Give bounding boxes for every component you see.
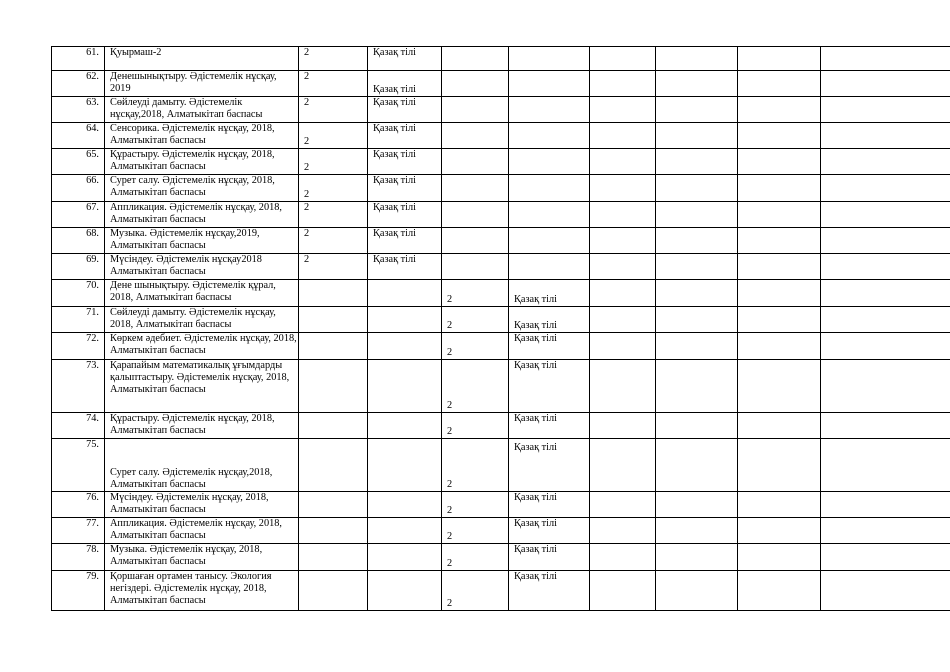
language-cell: Қазақ тілі	[368, 228, 442, 254]
language-cell	[368, 360, 442, 413]
quantity-cell-2: 2	[442, 571, 509, 611]
quantity-cell: 2	[299, 202, 368, 228]
quantity-cell: 2	[299, 254, 368, 280]
empty-cell	[738, 413, 821, 439]
table-row	[52, 280, 950, 307]
empty-cell	[738, 123, 821, 149]
row-number: 62.	[52, 71, 105, 97]
row-number: 63.	[52, 97, 105, 123]
language-cell-2: Қазақ тілі	[509, 492, 590, 518]
quantity-cell-2: 2	[442, 518, 509, 544]
language-cell: Қазақ тілі	[368, 202, 442, 228]
table-row	[52, 175, 950, 202]
quantity-cell	[299, 571, 368, 611]
empty-cell	[590, 97, 656, 123]
quantity-cell-2	[442, 149, 509, 175]
language-cell-2: Қазақ тілі	[509, 439, 590, 492]
language-cell	[368, 280, 442, 307]
book-title: Сенсорика. Әдістемелік нұсқау, 2018, Алматыкітап баспасы	[105, 123, 299, 149]
empty-cell	[821, 439, 950, 492]
row-number: 73.	[52, 360, 105, 413]
empty-cell	[738, 544, 821, 571]
empty-cell	[821, 544, 950, 571]
quantity-cell-2: 2	[442, 413, 509, 439]
empty-cell	[738, 47, 821, 71]
row-number: 61.	[52, 47, 105, 71]
row-number: 72.	[52, 333, 105, 360]
empty-cell	[656, 439, 738, 492]
book-title: Сурет салу. Әдістемелік нұсқау,2018, Алматыкітап баспасы	[105, 439, 299, 492]
empty-cell	[656, 202, 738, 228]
empty-cell	[656, 360, 738, 413]
book-title: Қарапайым математикалық ұғымдарды қалыптастыру. Әдістемелік нұсқау, 2018, Алматыкітап баспасы	[105, 360, 299, 413]
book-title: Құрастыру. Әдістемелік нұсқау, 2018, Алматыкітап баспасы	[105, 149, 299, 175]
table-row	[52, 71, 950, 97]
empty-cell	[590, 123, 656, 149]
book-title: Дене шынықтыру. Әдістемелік құрал, 2018, Алматыкітап баспасы	[105, 280, 299, 307]
language-cell-2: Қазақ тілі	[509, 518, 590, 544]
empty-cell	[821, 280, 950, 307]
book-title: Аппликация. Әдістемелік нұсқау, 2018, Алматыкітап баспасы	[105, 202, 299, 228]
empty-cell	[738, 71, 821, 97]
language-cell	[368, 333, 442, 360]
row-number: 75.	[52, 439, 105, 492]
empty-cell	[821, 123, 950, 149]
inventory-table	[51, 46, 950, 611]
empty-cell	[590, 439, 656, 492]
book-title: Аппликация. Әдістемелік нұсқау, 2018, Алматыкітап баспасы	[105, 518, 299, 544]
empty-cell	[656, 97, 738, 123]
row-number: 65.	[52, 149, 105, 175]
empty-cell	[590, 228, 656, 254]
book-title: Денешынықтыру. Әдістемелік нұсқау, 2019	[105, 71, 299, 97]
language-cell	[368, 492, 442, 518]
row-number: 74.	[52, 413, 105, 439]
empty-cell	[821, 228, 950, 254]
empty-cell	[656, 254, 738, 280]
quantity-cell-2: 2	[442, 439, 509, 492]
empty-cell	[656, 123, 738, 149]
empty-cell	[656, 492, 738, 518]
empty-cell	[590, 280, 656, 307]
language-cell-2	[509, 123, 590, 149]
quantity-cell: 2	[299, 47, 368, 71]
quantity-cell: 2	[299, 175, 368, 202]
language-cell-2: Қазақ тілі	[509, 333, 590, 360]
quantity-cell-2	[442, 228, 509, 254]
empty-cell	[738, 254, 821, 280]
language-cell: Қазақ тілі	[368, 71, 442, 97]
empty-cell	[821, 254, 950, 280]
language-cell	[368, 544, 442, 571]
language-cell-2: Қазақ тілі	[509, 360, 590, 413]
language-cell: Қазақ тілі	[368, 175, 442, 202]
language-cell-2	[509, 97, 590, 123]
language-cell-2: Қазақ тілі	[509, 544, 590, 571]
language-cell-2	[509, 47, 590, 71]
language-cell: Қазақ тілі	[368, 149, 442, 175]
empty-cell	[738, 333, 821, 360]
empty-cell	[656, 571, 738, 611]
empty-cell	[656, 544, 738, 571]
empty-cell	[590, 571, 656, 611]
empty-cell	[656, 149, 738, 175]
empty-cell	[738, 307, 821, 333]
empty-cell	[590, 175, 656, 202]
quantity-cell-2: 2	[442, 544, 509, 571]
table-row	[52, 97, 950, 123]
quantity-cell: 2	[299, 97, 368, 123]
language-cell-2	[509, 175, 590, 202]
empty-cell	[821, 149, 950, 175]
book-title: Музыка. Әдістемелік нұсқау, 2018, Алматыкітап баспасы	[105, 544, 299, 571]
table-row	[52, 571, 950, 611]
quantity-cell	[299, 439, 368, 492]
empty-cell	[821, 413, 950, 439]
empty-cell	[821, 492, 950, 518]
empty-cell	[590, 333, 656, 360]
row-number: 77.	[52, 518, 105, 544]
empty-cell	[590, 202, 656, 228]
quantity-cell	[299, 333, 368, 360]
empty-cell	[821, 71, 950, 97]
table-row	[52, 228, 950, 254]
empty-cell	[590, 307, 656, 333]
empty-cell	[656, 518, 738, 544]
empty-cell	[738, 175, 821, 202]
language-cell: Қазақ тілі	[368, 97, 442, 123]
table-row	[52, 333, 950, 360]
quantity-cell: 2	[299, 71, 368, 97]
language-cell-2	[509, 71, 590, 97]
quantity-cell-2: 2	[442, 333, 509, 360]
language-cell	[368, 518, 442, 544]
table-row	[52, 149, 950, 175]
empty-cell	[821, 202, 950, 228]
row-number: 66.	[52, 175, 105, 202]
quantity-cell-2	[442, 175, 509, 202]
language-cell-2: Қазақ тілі	[509, 307, 590, 333]
empty-cell	[656, 228, 738, 254]
quantity-cell-2	[442, 47, 509, 71]
table-row	[52, 123, 950, 149]
table-row	[52, 254, 950, 280]
quantity-cell	[299, 280, 368, 307]
empty-cell	[821, 571, 950, 611]
language-cell: Қазақ тілі	[368, 254, 442, 280]
language-cell-2: Қазақ тілі	[509, 413, 590, 439]
empty-cell	[590, 518, 656, 544]
empty-cell	[821, 518, 950, 544]
empty-cell	[821, 307, 950, 333]
empty-cell	[590, 149, 656, 175]
row-number: 70.	[52, 280, 105, 307]
book-title: Мүсіндеу. Әдістемелік нұсқау2018 Алматыкітап баспасы	[105, 254, 299, 280]
language-cell-2: Қазақ тілі	[509, 280, 590, 307]
quantity-cell: 2	[299, 149, 368, 175]
table-row	[52, 439, 950, 492]
row-number: 67.	[52, 202, 105, 228]
empty-cell	[590, 254, 656, 280]
language-cell	[368, 307, 442, 333]
row-number: 78.	[52, 544, 105, 571]
row-number: 69.	[52, 254, 105, 280]
empty-cell	[738, 280, 821, 307]
empty-cell	[821, 360, 950, 413]
language-cell	[368, 413, 442, 439]
book-title: Қуырмаш-2	[105, 47, 299, 71]
quantity-cell	[299, 360, 368, 413]
book-title: Көркем әдебиет. Әдістемелік нұсқау, 2018, Алматыкітап баспасы	[105, 333, 299, 360]
book-title: Қоршаған ортамен танысу. Экология негіздері. Әдістемелік нұсқау, 2018, Алматыкітап баспасы	[105, 571, 299, 611]
language-cell: Қазақ тілі	[368, 123, 442, 149]
quantity-cell-2: 2	[442, 492, 509, 518]
empty-cell	[738, 202, 821, 228]
empty-cell	[738, 492, 821, 518]
language-cell-2: Қазақ тілі	[509, 571, 590, 611]
empty-cell	[656, 333, 738, 360]
empty-cell	[821, 97, 950, 123]
empty-cell	[738, 149, 821, 175]
table-row	[52, 544, 950, 571]
empty-cell	[656, 71, 738, 97]
book-title: Сөйлеуді дамыту. Әдістемелік нұсқау, 2018, Алматыкітап баспасы	[105, 307, 299, 333]
empty-cell	[590, 413, 656, 439]
empty-cell	[738, 228, 821, 254]
empty-cell	[738, 97, 821, 123]
book-title: Сурет салу. Әдістемелік нұсқау, 2018, Алматыкітап баспасы	[105, 175, 299, 202]
language-cell-2	[509, 202, 590, 228]
table-row	[52, 413, 950, 439]
row-number: 68.	[52, 228, 105, 254]
quantity-cell	[299, 492, 368, 518]
empty-cell	[656, 413, 738, 439]
empty-cell	[738, 439, 821, 492]
language-cell-2	[509, 254, 590, 280]
quantity-cell	[299, 413, 368, 439]
quantity-cell-2	[442, 71, 509, 97]
row-number: 79.	[52, 571, 105, 611]
empty-cell	[656, 307, 738, 333]
empty-cell	[590, 360, 656, 413]
language-cell: Қазақ тілі	[368, 47, 442, 71]
table-row	[52, 492, 950, 518]
empty-cell	[738, 360, 821, 413]
quantity-cell-2	[442, 123, 509, 149]
row-number: 76.	[52, 492, 105, 518]
language-cell-2	[509, 149, 590, 175]
empty-cell	[590, 71, 656, 97]
empty-cell	[738, 518, 821, 544]
book-title: Құрастыру. Әдістемелік нұсқау, 2018, Алматыкітап баспасы	[105, 413, 299, 439]
quantity-cell	[299, 518, 368, 544]
empty-cell	[590, 47, 656, 71]
quantity-cell-2	[442, 202, 509, 228]
empty-cell	[821, 333, 950, 360]
empty-cell	[590, 492, 656, 518]
empty-cell	[656, 280, 738, 307]
empty-cell	[590, 544, 656, 571]
quantity-cell-2	[442, 97, 509, 123]
quantity-cell-2: 2	[442, 360, 509, 413]
language-cell-2	[509, 228, 590, 254]
language-cell	[368, 571, 442, 611]
quantity-cell	[299, 307, 368, 333]
table-row	[52, 202, 950, 228]
table-row	[52, 518, 950, 544]
quantity-cell: 2	[299, 228, 368, 254]
book-title: Музыка. Әдістемелік нұсқау,2019, Алматыкітап баспасы	[105, 228, 299, 254]
book-title: Мүсіндеу. Әдістемелік нұсқау, 2018, Алматыкітап баспасы	[105, 492, 299, 518]
empty-cell	[821, 175, 950, 202]
quantity-cell: 2	[299, 123, 368, 149]
table-row	[52, 47, 950, 71]
language-cell	[368, 439, 442, 492]
quantity-cell	[299, 544, 368, 571]
row-number: 64.	[52, 123, 105, 149]
empty-cell	[656, 47, 738, 71]
empty-cell	[656, 175, 738, 202]
table-row	[52, 307, 950, 333]
book-title: Сөйлеуді дамыту. Әдістемелік нұсқау,2018, Алматыкітап баспасы	[105, 97, 299, 123]
table-row	[52, 360, 950, 413]
empty-cell	[821, 47, 950, 71]
quantity-cell-2	[442, 254, 509, 280]
quantity-cell-2: 2	[442, 307, 509, 333]
row-number: 71.	[52, 307, 105, 333]
quantity-cell-2: 2	[442, 280, 509, 307]
empty-cell	[738, 571, 821, 611]
